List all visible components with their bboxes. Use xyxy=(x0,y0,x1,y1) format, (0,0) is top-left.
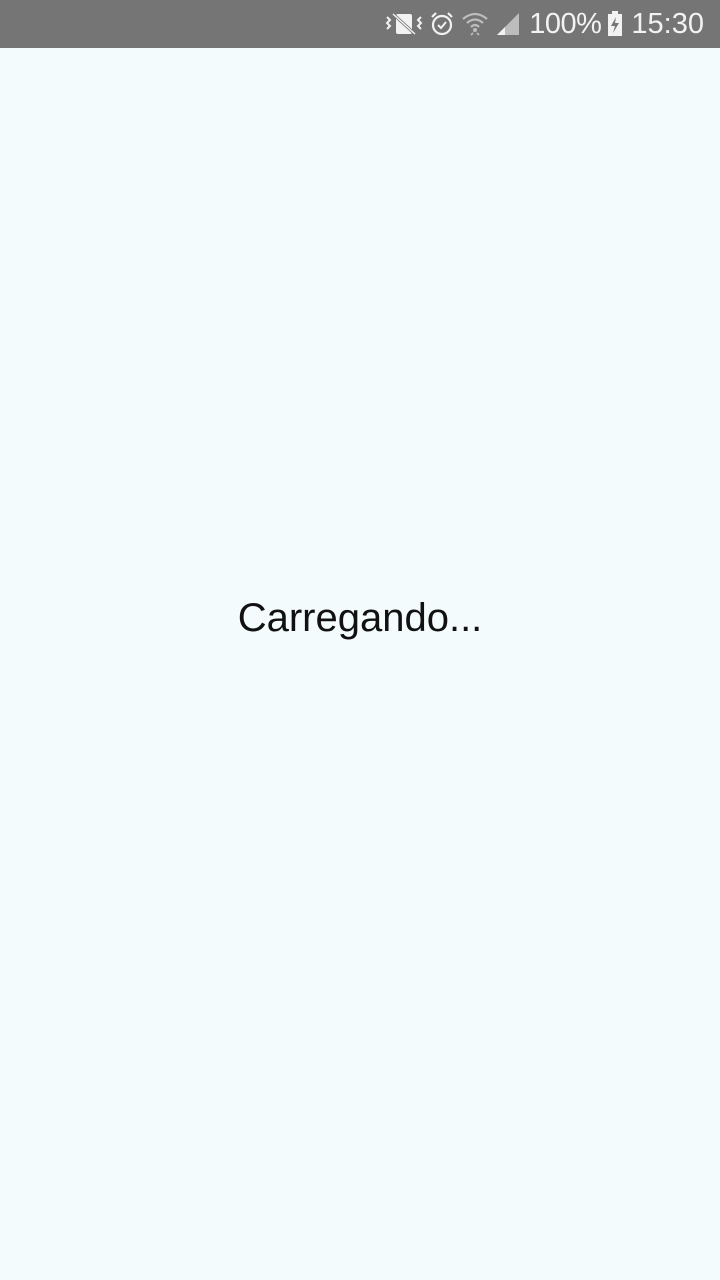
clock: 15:30 xyxy=(631,7,704,40)
battery-level: 100% xyxy=(529,7,602,40)
status-bar xyxy=(0,0,720,48)
main-content xyxy=(0,48,720,1280)
battery-charging-icon xyxy=(607,11,623,37)
wifi-icon xyxy=(461,11,489,37)
vibrate-mute-icon xyxy=(385,11,423,37)
loading-text: Carregando... xyxy=(237,596,483,640)
alarm-icon xyxy=(429,11,455,37)
signal-icon xyxy=(495,11,521,37)
